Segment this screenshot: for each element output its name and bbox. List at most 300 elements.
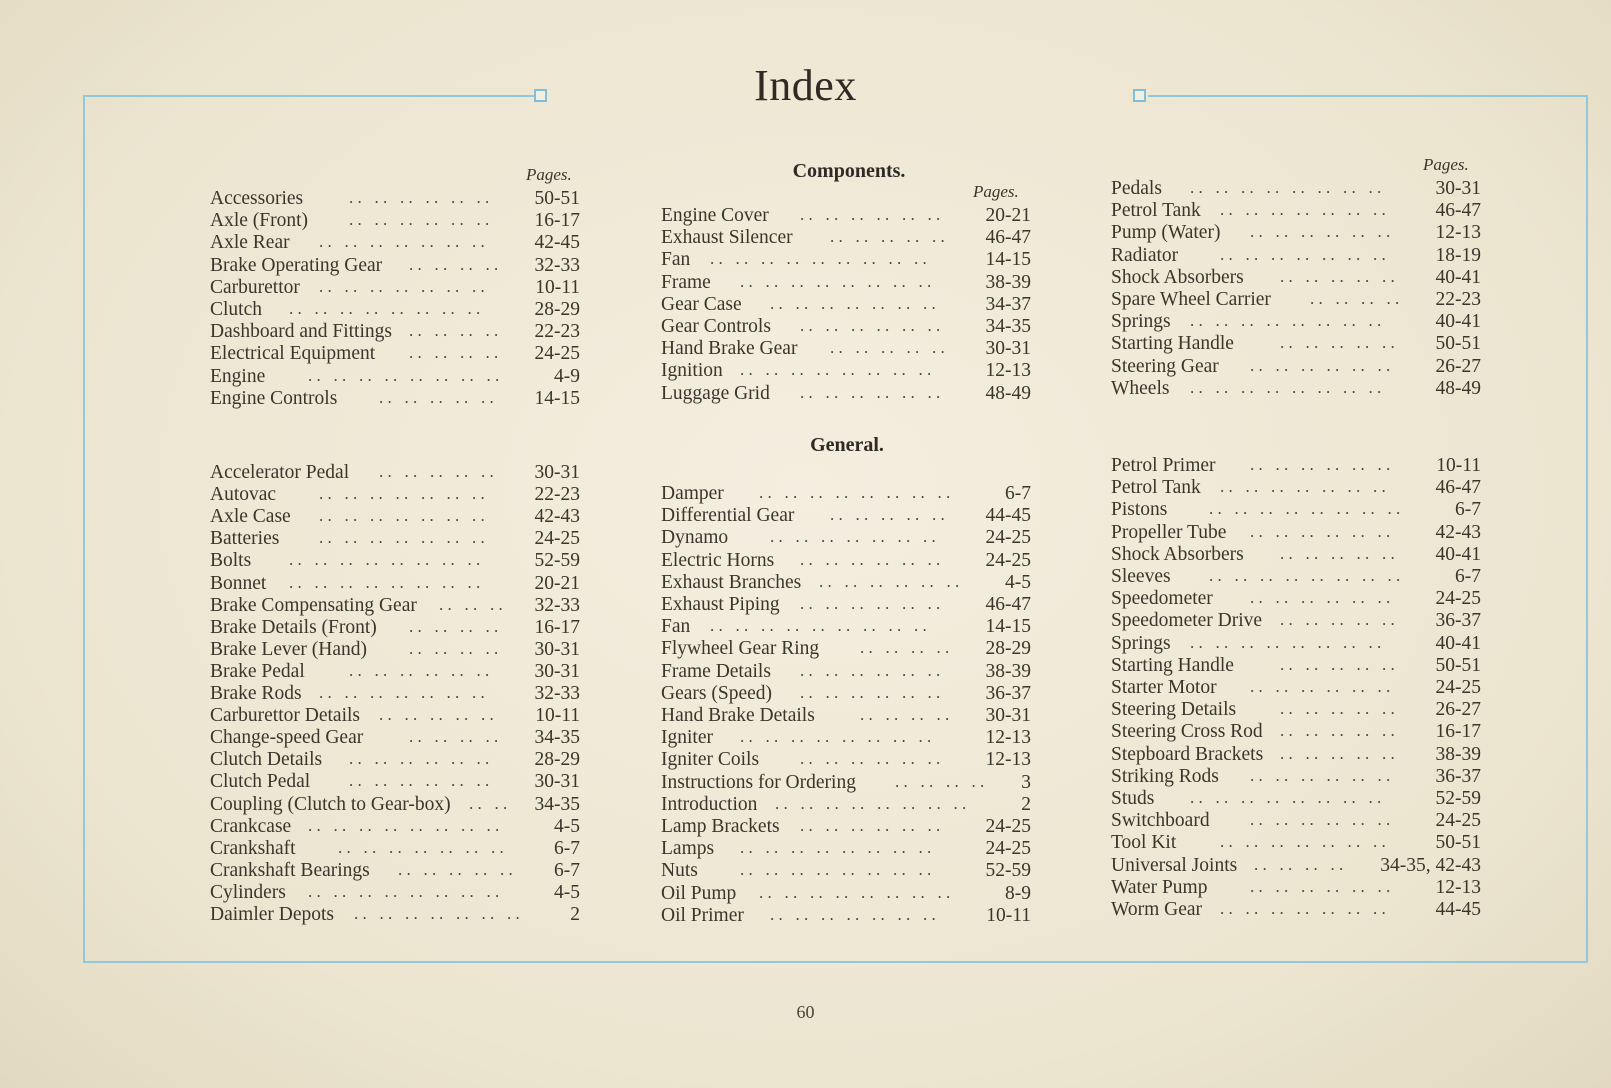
index-entry [1111,566,1481,588]
index-entry [210,639,580,661]
index-entry [661,883,1031,905]
index-entry-pages: 2 [1021,794,1031,815]
index-entry [210,528,580,550]
index-entry-pages: 12-13 [985,727,1031,748]
leader-dots: . . . . . . . . . . . . . . . . [740,360,944,379]
index-entry-topic: Luggage Grid [661,383,770,404]
leader-dots: . . . . . . . . . . . . . . . . [740,860,944,879]
leader-dots: . . . . . . . . . . . . . . . . [1190,633,1394,652]
leader-dots: . . . . . . . . . . . . . . [1220,200,1399,219]
index-entry-topic: Axle Rear [210,232,290,253]
index-entry-topic: Igniter Coils [661,749,760,770]
index-entry-pages: 10-11 [535,277,580,298]
index-entry [1111,333,1481,355]
index-entry [1111,477,1481,499]
leader-dots: . . . . . . . . . . [830,227,958,246]
index-entry-topic: Batteries [210,528,280,549]
index-entry-pages: 6-7 [554,838,580,859]
leader-dots: . . . . . . . . . . . . . . . . [1190,378,1394,397]
leader-dots: . . . . . . . . . . [379,462,507,481]
index-entry-pages: 30-31 [534,639,580,660]
index-entry-pages: 46-47 [985,594,1031,615]
index-entry-pages: 10-11 [1436,455,1481,476]
index-entry-pages: 6-7 [1005,483,1031,504]
index-entry [661,816,1031,838]
index-entry [1111,788,1481,810]
index-entry-topic: Exhaust Piping [661,594,780,615]
index-entry-topic: Switchboard [1111,810,1210,831]
index-entry [210,550,580,572]
leader-dots: . . . . . . . . . . . . . . . . [308,882,512,901]
index-entry-topic: Exhaust Branches [661,572,802,593]
index-entry [661,616,1031,638]
index-entry [661,860,1031,882]
index-entry-pages: 52-59 [1435,788,1481,809]
index-entry [661,638,1031,660]
index-entry-pages: 44-45 [1435,899,1481,920]
index-entry [1111,855,1481,877]
index-entry-topic: Hand Brake Gear [661,338,798,359]
leader-dots: . . . . . . . . . . [1280,333,1408,352]
index-entry [1111,721,1481,743]
index-entry-topic: Studs [1111,788,1155,809]
leader-dots: . . . . . . . . . . . . . . . . [308,816,512,835]
leader-dots: . . . . . . . . . . [1280,544,1408,563]
index-entry-topic: Carburettor Details [210,705,360,726]
index-entry-pages: 16-17 [1435,721,1481,742]
index-entry-pages: 32-33 [534,683,580,704]
index-entry-topic: Speedometer Drive [1111,610,1263,631]
leader-dots: . . . . . . . . [860,638,962,657]
index-entry-pages: 12-13 [1435,222,1481,243]
index-entry-topic: Shock Absorbers [1111,267,1244,288]
index-entry-topic: Starting Handle [1111,655,1234,676]
index-entry-pages: 26-27 [1435,699,1481,720]
leader-dots: . . . . . . . . [409,321,511,340]
leader-dots: . . . . . . . . [895,772,997,791]
index-entry-pages: 30-31 [534,462,580,483]
index-entry [661,505,1031,527]
index-entry [210,683,580,705]
index-entry [210,749,580,771]
index-entry-pages: 4-5 [554,882,580,903]
leader-dots: . . . . . . . . . . . . . . . . [289,299,493,318]
index-entry-pages: 12-13 [985,749,1031,770]
index-entry-topic: Bonnet [210,573,267,594]
index-entry [210,705,580,727]
index-entry-topic: Frame [661,272,711,293]
index-entry-topic: Petrol Tank [1111,200,1201,221]
index-entry [1111,610,1481,632]
index-entry-topic: Flywheel Gear Ring [661,638,820,659]
index-entry-pages: 26-27 [1435,356,1481,377]
leader-dots: . . . . . . . . . . . . [800,594,953,613]
index-entry [661,550,1031,572]
leader-dots: . . . . . . . . . . . . . . . . [759,883,963,902]
leader-dots: . . . . . . . . [409,639,511,658]
index-entry-topic: Daimler Depots [210,904,335,925]
index-entry-pages: 34-35 [985,316,1031,337]
leader-dots: . . . . . . . . . . . . . . [1220,899,1399,918]
index-entry-topic: Exhaust Silencer [661,227,793,248]
index-entry [210,506,580,528]
leader-dots: . . . . . . . . . . . . . . [354,904,533,923]
index-entry-pages: 20-21 [534,573,580,594]
leader-dots: . . . . . . . . . . . . . . [319,528,498,547]
leader-dots: . . . . . . . . . . . . [800,661,953,680]
index-entry [1111,311,1481,333]
index-entry-pages: 14-15 [534,388,580,409]
index-entry-pages: 38-39 [985,661,1031,682]
index-entry-pages: 42-43 [534,506,580,527]
leader-dots: . . . . . . . . . . . . . . . . [740,727,944,746]
index-entry-pages: 18-19 [1435,245,1481,266]
leader-dots: . . . . . . . . . . [1280,744,1408,763]
index-entry [1111,655,1481,677]
index-entry-pages: 6-7 [554,860,580,881]
index-entry [210,462,580,484]
index-entry [1111,178,1481,200]
index-entry [1111,455,1481,477]
index-entry-pages: 42-45 [534,232,580,253]
index-entry [1111,810,1481,832]
leader-dots: . . . . . . . . . . . . [800,816,953,835]
index-entry [210,210,580,232]
index-entry-pages: 32-33 [534,595,580,616]
leader-dots: . . . . . . . . . . . . [800,383,953,402]
index-entry-topic: Sleeves [1111,566,1171,587]
index-entry [210,882,580,904]
page-title: Index [754,61,857,110]
index-entry [210,860,580,882]
index-entry-topic: Propeller Tube [1111,522,1227,543]
index-entry-topic: Igniter [661,727,713,748]
index-entry-topic: Starter Motor [1111,677,1217,698]
index-entry [210,232,580,254]
index-entry-pages: 14-15 [985,249,1031,270]
leader-dots: . . . . . . . . . . . . [1250,588,1403,607]
index-entry-topic: Brake Details (Front) [210,617,377,638]
index-entry [210,277,580,299]
index-entry-topic: Nuts [661,860,698,881]
leader-dots: . . . . . . . . . . . . . . . . . . [710,616,940,635]
index-entry [661,683,1031,705]
leader-dots: . . . . . . . . . . [1280,610,1408,629]
index-entry [661,572,1031,594]
index-entry-pages: 44-45 [985,505,1031,526]
index-entry-pages: 28-29 [534,299,580,320]
index-entry [661,772,1031,794]
index-entry-topic: Change-speed Gear [210,727,364,748]
leader-dots: . . . . . . . . . . [379,705,507,724]
index-entry-pages: 14-15 [985,616,1031,637]
index-entry-topic: Engine Cover [661,205,769,226]
leader-dots: . . . . . . . . . . . . . . . . [1190,311,1394,330]
index-entry-pages: 20-21 [985,205,1031,226]
index-entry-topic: Crankcase [210,816,292,837]
index-entry [661,905,1031,927]
index-entry-pages: 52-59 [985,860,1031,881]
leader-dots: . . . . . . . . . . . . . . [1220,245,1399,264]
index-entry [1111,499,1481,521]
index-entry-topic: Shock Absorbers [1111,544,1244,565]
index-entry-pages: 28-29 [534,749,580,770]
index-entry [661,794,1031,816]
index-entry-pages: 24-25 [534,528,580,549]
index-entry [210,343,580,365]
leader-dots: . . . . . . . . . . . . [1250,222,1403,241]
index-entry-topic: Springs [1111,311,1171,332]
index-entry [1111,677,1481,699]
index-entry [1111,245,1481,267]
index-entry [661,705,1031,727]
leader-dots: . . . . . . . . . . [1280,721,1408,740]
index-entry-pages: 30-31 [985,705,1031,726]
index-entry-pages: 24-25 [1435,588,1481,609]
index-entry [661,272,1031,294]
index-entry-topic: Steering Gear [1111,356,1219,377]
index-entry-topic: Starting Handle [1111,333,1234,354]
index-entry-pages: 34-35 [534,727,580,748]
index-entry [1111,522,1481,544]
leader-dots: . . . . . . . . . . . . [1250,877,1403,896]
index-entry-topic: Petrol Primer [1111,455,1216,476]
index-entry-topic: Axle (Front) [210,210,309,231]
index-entry-pages: 46-47 [1435,477,1481,498]
index-entry-topic: Gears (Speed) [661,683,772,704]
leader-dots: . . . . . . . . . . [1280,267,1408,286]
leader-dots: . . . . . . . . . . . . . . [319,506,498,525]
index-entry [1111,744,1481,766]
index-entry-topic: Petrol Tank [1111,477,1201,498]
index-entry-topic: Fan [661,616,691,637]
index-entry [661,838,1031,860]
index-entry [661,360,1031,382]
leader-dots: . . . . . . . . . . . . . . [770,294,949,313]
index-entry [661,727,1031,749]
general-heading: General. [810,434,884,456]
leader-dots: . . . . . . . . . . . . . . . . [775,794,979,813]
index-entry-pages: 50-51 [1435,832,1481,853]
index-entry [210,838,580,860]
index-entry-topic: Worm Gear [1111,899,1203,920]
leader-dots: . . . . . . . . . . . . . . [338,838,517,857]
index-entry-pages: 3 [1021,772,1031,793]
index-entry-pages: 24-25 [1435,810,1481,831]
index-entry [1111,877,1481,899]
index-entry-pages: 30-31 [985,338,1031,359]
index-entry-topic: Electric Horns [661,550,775,571]
index-entry-topic: Stepboard Brackets [1111,744,1264,765]
components-heading: Components. [792,160,906,182]
index-entry-topic: Radiator [1111,245,1179,266]
index-entry-topic: Spare Wheel Carrier [1111,289,1271,310]
index-entry-pages: 36-37 [1435,610,1481,631]
index-entry-topic: Clutch Details [210,749,323,770]
leader-dots: . . . . . . . . . . [830,505,958,524]
index-entry-topic: Speedometer [1111,588,1213,609]
index-entry-topic: Gear Case [661,294,742,315]
index-entry-topic: Pedals [1111,178,1162,199]
leader-dots: . . . . . . . . . . . . . . . . [740,272,944,291]
index-entry-topic: Wheels [1111,378,1170,399]
index-entry-pages: 4-5 [554,816,580,837]
leader-dots: . . . . . . . . [409,617,511,636]
index-entry-pages: 38-39 [985,272,1031,293]
index-entry [661,527,1031,549]
index-entry-pages: 46-47 [985,227,1031,248]
index-entry-topic: Striking Rods [1111,766,1219,787]
index-entry [210,255,580,277]
index-entry-pages: 48-49 [985,383,1031,404]
leader-dots: . . . . . . . . [860,705,962,724]
index-entry-pages: 24-25 [985,838,1031,859]
index-entry-pages: 30-31 [534,661,580,682]
leader-dots: . . . . . . . . . . . . . . . . [308,366,512,385]
index-entry-pages: 16-17 [534,210,580,231]
index-entry [1111,267,1481,289]
index-entry [210,661,580,683]
index-entry-pages: 34-35 [534,794,580,815]
index-entry-pages: 24-25 [985,816,1031,837]
index-entry-pages: 24-25 [1435,677,1481,698]
index-entry-pages: 12-13 [985,360,1031,381]
index-entry [661,205,1031,227]
leader-dots: . . . . . . . . . . . . . . [1220,832,1399,851]
leader-dots: . . . . . . . . . . . . [349,661,502,680]
leader-dots: . . . . . . . . [1310,289,1412,308]
index-entry-topic: Oil Primer [661,905,744,926]
index-entry-topic: Clutch Pedal [210,771,311,792]
index-entry-pages: 36-37 [1435,766,1481,787]
index-entry-topic: Brake Operating Gear [210,255,383,276]
index-entry-topic: Steering Details [1111,699,1237,720]
index-entry-pages: 24-25 [985,550,1031,571]
index-entry-topic: Electrical Equipment [210,343,376,364]
index-entry [210,816,580,838]
leader-dots: . . . . . . . . . . . . [1250,356,1403,375]
index-entry-topic: Steering Cross Rod [1111,721,1263,742]
index-entry [1111,378,1481,400]
leader-dots: . . . . . . . . . . . . . . [770,905,949,924]
index-entry-pages: 48-49 [1435,378,1481,399]
index-entry-pages: 2 [570,904,580,925]
index-entry-topic: Carburettor [210,277,300,298]
index-entry-topic: Frame Details [661,661,771,682]
index-entry-pages: 40-41 [1435,311,1481,332]
leader-dots: . . . . . . . . . . . . [1250,522,1403,541]
index-entry [210,188,580,210]
leader-dots: . . . . . . . . [409,255,511,274]
index-entry [1111,832,1481,854]
index-entry-topic: Crankshaft Bearings [210,860,370,881]
index-entry-pages: 8-9 [1005,883,1031,904]
leader-dots: . . . . . . . . . . . . [800,550,953,569]
leader-dots: . . . . . . . . . . . . . . . . [1209,566,1413,585]
index-entry [210,771,580,793]
index-entry-pages: 22-23 [534,321,580,342]
leader-dots: . . . . . . . . [409,727,511,746]
index-entry-pages: 30-31 [534,771,580,792]
index-entry [1111,766,1481,788]
leader-dots: . . . . . . . . . . . . . . . . [289,550,493,569]
index-entry-topic: Axle Case [210,506,291,527]
index-entry-pages: 42-43 [1435,522,1481,543]
index-entry [1111,356,1481,378]
index-entry-pages: 6-7 [1455,566,1481,587]
leader-dots: . . . . . . . . . . . . [349,749,502,768]
pages-label-middle: Pages. [973,182,1019,201]
index-entry-pages: 50-51 [534,188,580,209]
index-entry-pages: 32-33 [534,255,580,276]
index-entry [210,617,580,639]
index-entry [661,338,1031,360]
index-entry-topic: Tool Kit [1111,832,1177,853]
index-entry-pages: 24-25 [534,343,580,364]
index-entry-topic: Damper [661,483,724,504]
index-entry-pages: 40-41 [1435,267,1481,288]
leader-dots: . . . . . . . . . . . . . . [319,683,498,702]
index-entry-topic: Accessories [210,188,304,209]
leader-dots: . . . . . . . . . . [1280,699,1408,718]
leader-dots: . . . . . . . . . . . . . . [319,232,498,251]
index-entry-pages: 36-37 [985,683,1031,704]
index-entry-pages: 52-59 [534,550,580,571]
index-entry [1111,633,1481,655]
index-entry-topic: Engine Controls [210,388,338,409]
leader-dots: . . . . . . . . . . [830,338,958,357]
index-entry-pages: 4-9 [554,366,580,387]
index-entry [1111,544,1481,566]
index-entry [661,661,1031,683]
index-entry [210,904,580,926]
leader-dots: . . . . . . . . . . . . . . [319,277,498,296]
index-entry [210,573,580,595]
index-entry-pages: 30-31 [1435,178,1481,199]
index-entry [661,483,1031,505]
index-entry-topic: Pump (Water) [1111,222,1221,243]
index-entry [1111,899,1481,921]
index-entry-pages: 50-51 [1435,655,1481,676]
index-entry [210,299,580,321]
index-entry-topic: Dashboard and Fittings [210,321,392,342]
index-entry [1111,588,1481,610]
index-entry-topic: Crankshaft [210,838,296,859]
leader-dots: . . . . . . . . . . . . [1250,455,1403,474]
leader-dots: . . . . . . . . [1254,855,1356,874]
index-entry [661,383,1031,405]
leader-dots: . . . . . . . . . . . . [800,205,953,224]
leader-dots: . . . . . . . . . . [379,388,507,407]
index-entry [661,594,1031,616]
index-entry [661,227,1031,249]
leader-dots: . . . . . . . . . . . . [349,771,502,790]
index-entry-pages: 46-47 [1435,200,1481,221]
index-entry-topic: Hand Brake Details [661,705,815,726]
index-entry-pages: 24-25 [985,527,1031,548]
index-entry-topic: Fan [661,249,691,270]
leader-dots: . . . . . . . . [409,343,511,362]
index-entry [1111,699,1481,721]
index-entry-pages: 28-29 [985,638,1031,659]
leader-dots: . . . . . . . . . . . . . . . . [289,573,493,592]
index-entry [210,366,580,388]
index-entry-topic: Pistons [1111,499,1168,520]
leader-dots: . . . . . . . . . . . . [800,683,953,702]
index-entry [210,794,580,816]
leader-dots: . . . . . . . . . . . . [1250,677,1403,696]
index-entry-topic: Lamps [661,838,715,859]
